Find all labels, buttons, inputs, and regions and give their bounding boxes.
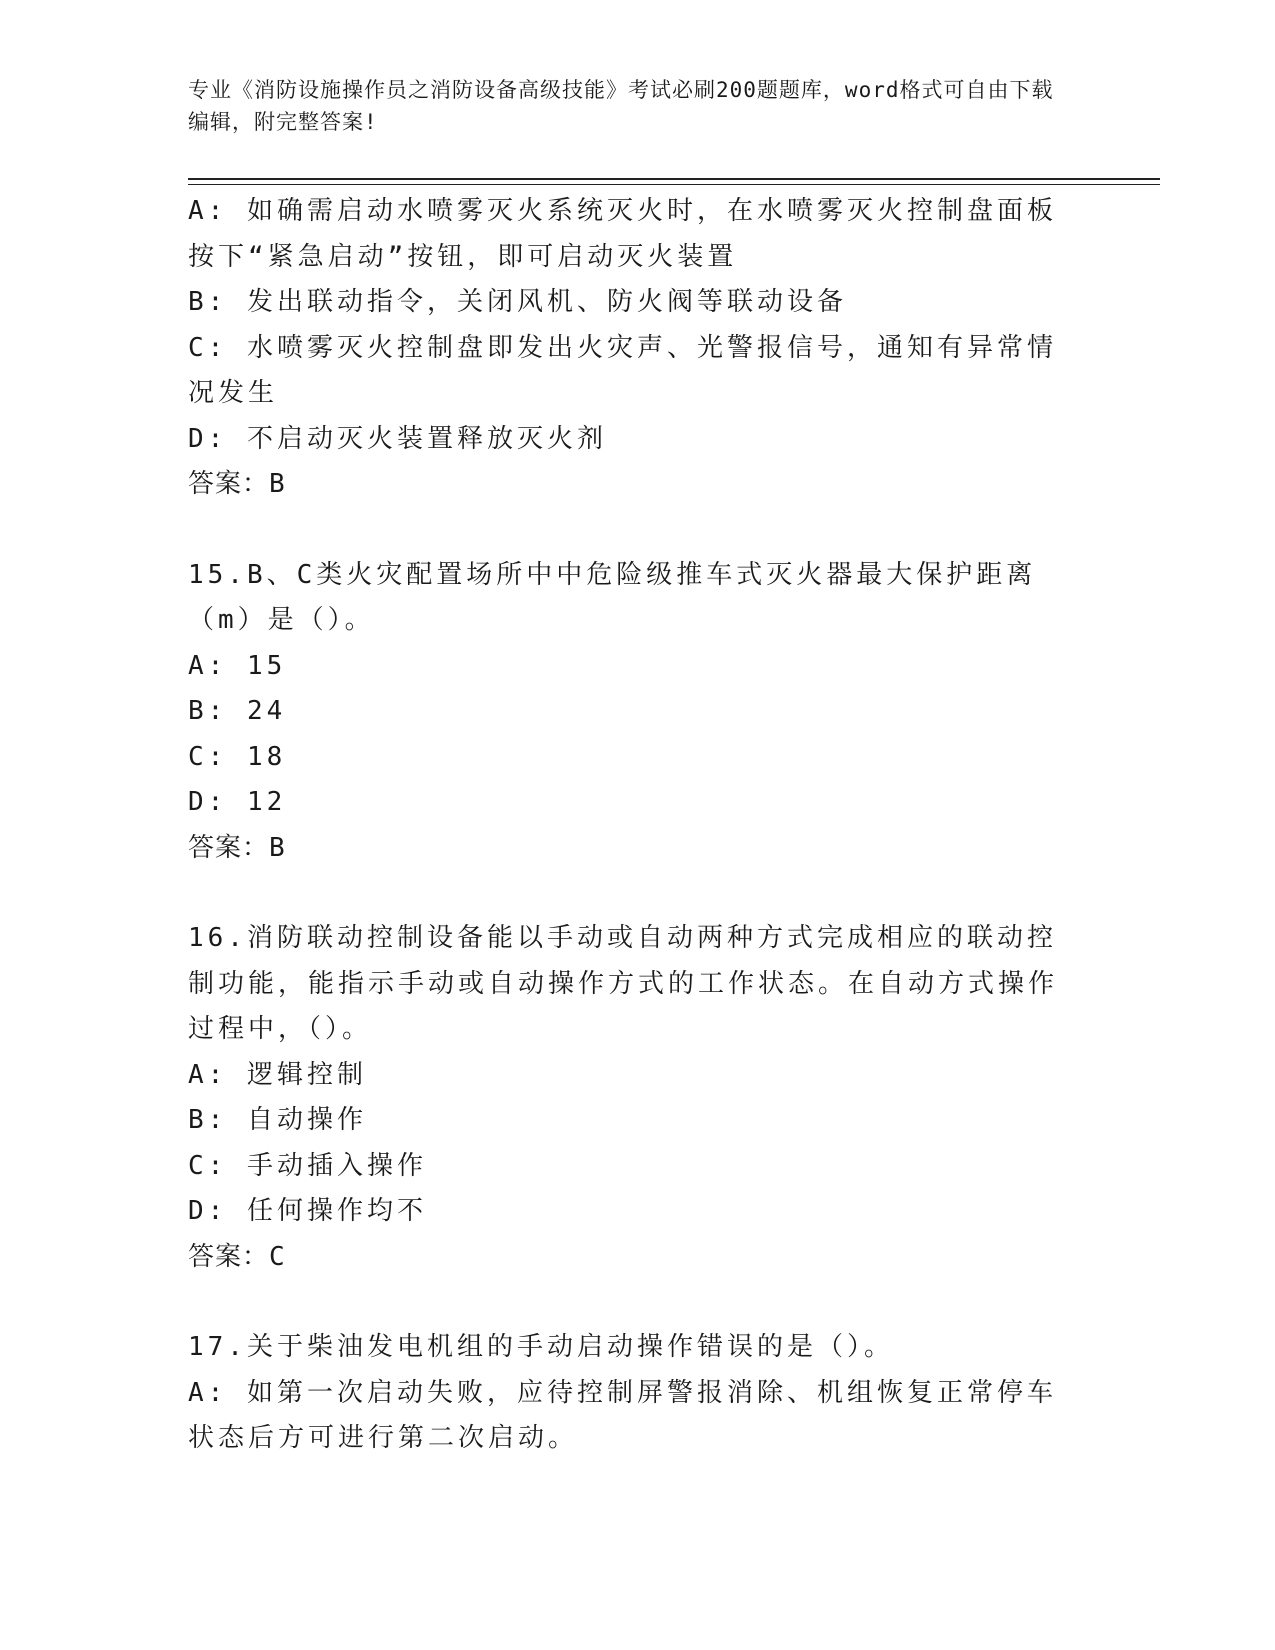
document-title: 专业《消防设施操作员之消防设备高级技能》考试必刷200题题库，word格式可自由下载编辑，附完整答案! [188, 78, 1054, 134]
answer: 答案：B [188, 832, 286, 863]
option-b: B: 自动操作 [188, 1105, 367, 1135]
option-a: A: 如第一次启动失败，应待控制屏警报消除、机组恢复正常停车状态后方可进行第二次启动。 [188, 1377, 1057, 1453]
option-c: C: 水喷雾灭火控制盘即发出火灾声、光警报信号，通知有异常情况发生 [188, 332, 1057, 408]
header-rule-thick [188, 178, 1160, 180]
option-a: A: 如确需启动水喷雾灭火系统灭火时，在水喷雾灭火控制盘面板按下“紧急启动”按钮，即可启动灭火装置 [188, 196, 1057, 272]
question-17 [188, 1325, 1078, 1462]
option-d: D: 12 [188, 787, 287, 817]
question-stem: 15.B、C类火灾配置场所中中危险级推车式灭火器最大保护距离（m）是（）。 [188, 559, 1037, 635]
answer: 答案：C [188, 1241, 286, 1272]
option-d: D: 不启动灭火装置释放灭火剂 [188, 423, 607, 454]
question-stem: 17.关于柴油发电机组的手动启动操作错误的是（）。 [188, 1332, 894, 1362]
document-body [188, 189, 1078, 1462]
answer: 答案：B [188, 469, 286, 499]
header-rule-thin [188, 184, 1160, 185]
option-c: C: 手动插入操作 [188, 1150, 427, 1181]
question-16 [188, 916, 1078, 1280]
option-b: B: 发出联动指令，关闭风机、防火阀等联动设备 [188, 287, 847, 317]
option-d: D: 任何操作均不 [188, 1196, 427, 1226]
question-14-remainder [188, 189, 1078, 508]
question-15 [188, 553, 1078, 872]
option-a: A: 逻辑控制 [188, 1059, 367, 1090]
question-stem: 16.消防联动控制设备能以手动或自动两种方式完成相应的联动控制功能，能指示手动或自动操作方式的工作状态。在自动方式操作过程中，（）。 [188, 923, 1059, 1044]
option-b: B: 24 [188, 696, 287, 726]
option-a: A: 15 [188, 650, 287, 681]
option-c: C: 18 [188, 741, 287, 772]
